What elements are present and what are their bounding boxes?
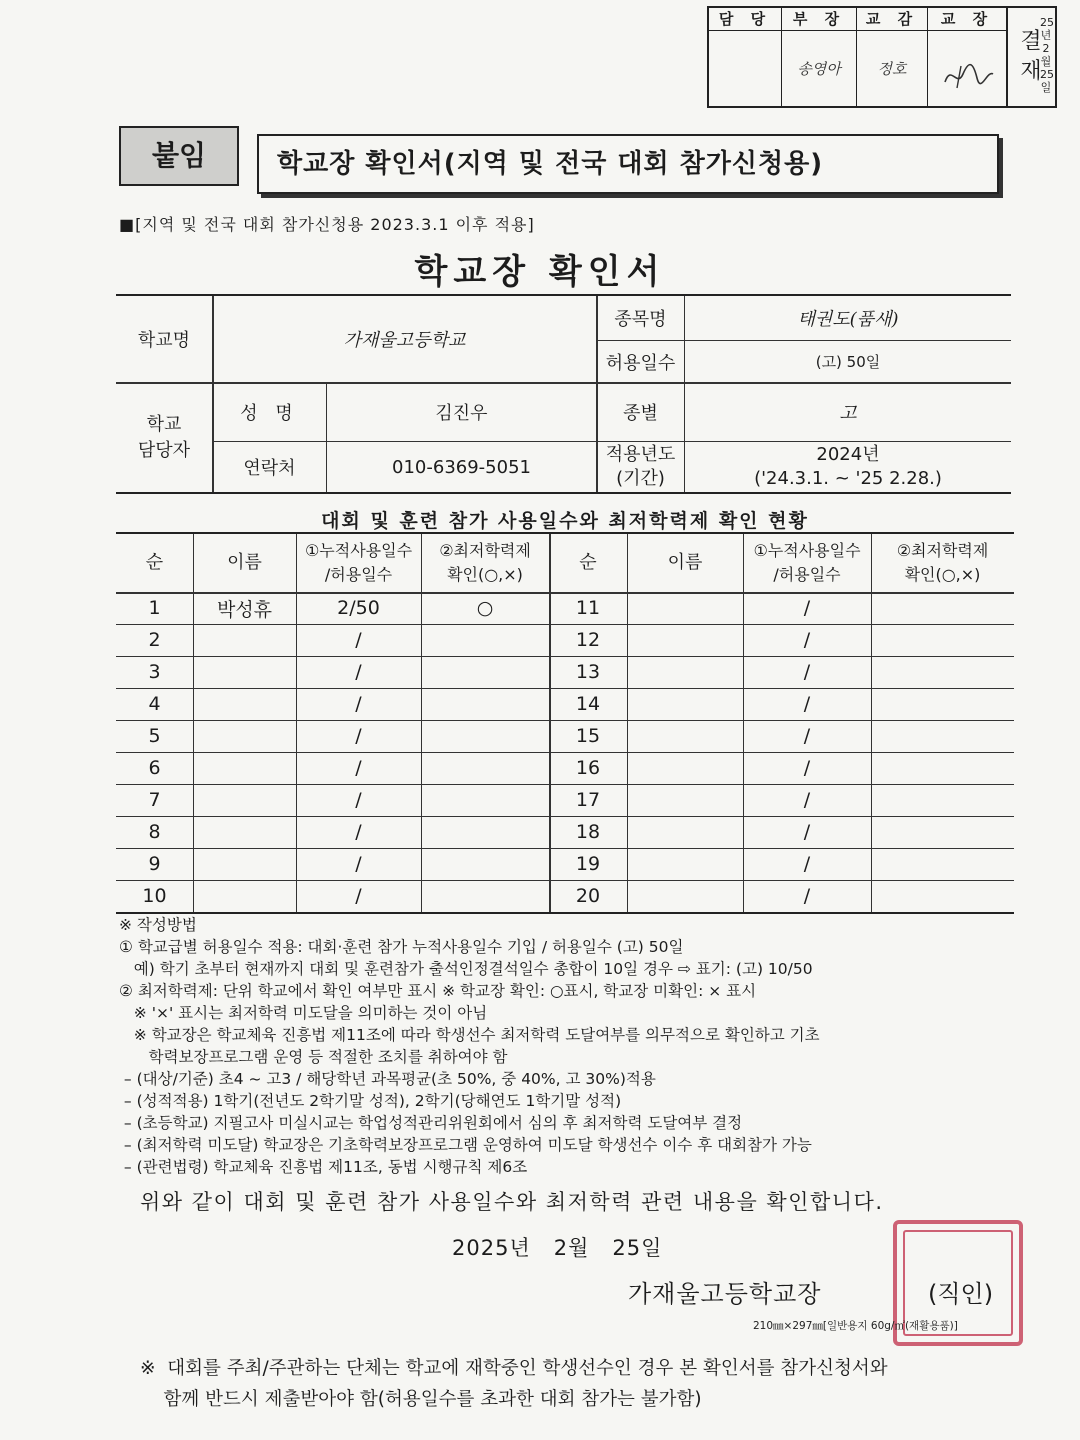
- table-cell-days: /: [803, 821, 811, 843]
- approval-col-principal: [928, 8, 1007, 106]
- table-cell-check: [871, 752, 1014, 784]
- note-line: – (초등학교) 지필고사 미실시교는 학업성적관리위원회에서 심의 후 최저학력 도달여부 결정: [119, 1114, 743, 1132]
- table-cell-days: /: [803, 661, 811, 683]
- year-value: 2024년: [816, 444, 880, 465]
- header-days: ①누적사용일수 /허용일수: [753, 541, 861, 584]
- table-cell-days: /: [355, 725, 362, 747]
- table-cell-check: [871, 624, 1014, 656]
- table-cell-name: [627, 688, 743, 720]
- seal-label: (직인): [928, 1280, 994, 1308]
- table-cell-no: 15: [575, 725, 601, 747]
- table-cell-no: 6: [148, 757, 161, 779]
- table-cell-check: [871, 880, 1014, 912]
- note-line: ※ '×' 표시는 최저학력 미도달을 의미하는 것이 아님: [119, 1004, 488, 1022]
- confirmation-text: 위와 같이 대회 및 훈련 참가 사용일수와 최저학력 관련 내용을 확인합니다.: [140, 1190, 884, 1214]
- approval-header: 담 당: [709, 8, 781, 31]
- table-cell-days: /: [803, 885, 811, 907]
- approval-signature: [709, 31, 781, 106]
- contact-label: 연락처: [243, 458, 296, 479]
- event-value: 태권도(품새): [797, 309, 899, 330]
- note-line: – (성적적용) 1학기(전년도 2학기말 성적), 2학기(당해연도 1학기말 성적): [119, 1092, 622, 1110]
- table-cell-days: /: [355, 853, 362, 875]
- table-cell-name: [627, 592, 743, 624]
- event-label: 종목명: [614, 309, 667, 330]
- approval-header: 교 장: [928, 8, 1006, 31]
- table-cell-name: [193, 848, 296, 880]
- type-value: 고: [839, 403, 857, 424]
- note-line: 예) 학기 초부터 현재까지 대회 및 훈련참가 출석인정결석일수 총합이 10일 경우 ⇨ 표기: (고) 10/50: [119, 960, 813, 978]
- footer-note: [140, 1353, 888, 1415]
- table-cell-no: 12: [575, 629, 601, 651]
- table-cell-check: ○: [476, 597, 494, 619]
- table-cell-no: 2: [148, 629, 161, 651]
- approval-col-staff: [709, 8, 782, 106]
- table-cell-days: /: [355, 757, 362, 779]
- allow-label: 허용일수: [605, 352, 676, 374]
- approval-date-note: 25년 2월 25일: [1040, 16, 1054, 94]
- instructions: [119, 914, 1019, 1178]
- approval-signature: 송영아: [797, 60, 841, 78]
- type-label: 종별: [623, 403, 658, 424]
- table-cell-no: 5: [148, 725, 161, 747]
- name-label: 성 명: [240, 403, 299, 424]
- table-cell-check: [871, 848, 1014, 880]
- table-cell-days: /: [803, 629, 811, 651]
- table-cell-name: [627, 816, 743, 848]
- table-cell-check: [421, 624, 549, 656]
- approval-col-vice: [857, 8, 928, 106]
- table-cell-name: [193, 784, 296, 816]
- approval-header: 교 감: [857, 8, 927, 31]
- table-cell-no: 8: [148, 821, 161, 843]
- school-value: 가재울고등학교: [343, 330, 466, 351]
- table-cell-no: 14: [575, 693, 601, 715]
- section-title: 대회 및 훈련 참가 사용일수와 최저학력제 확인 현황: [321, 510, 809, 532]
- table-cell-no: 4: [148, 693, 161, 715]
- table-cell-name: [627, 784, 743, 816]
- table-cell-no: 18: [575, 821, 601, 843]
- table-cell-name: [193, 880, 296, 912]
- note-line: 학력보장프로그램 운영 등 적절한 조치를 취하여야 함: [119, 1048, 508, 1066]
- table-cell-days: /: [803, 693, 811, 715]
- note-line: – (관련법령) 학교체육 진흥법 제11조, 동법 시행규칙 제6조: [119, 1158, 528, 1176]
- approval-col-head: [782, 8, 857, 106]
- table-cell-days: 2/50: [337, 597, 380, 619]
- manager-label: 학교 담당자: [137, 413, 191, 461]
- note-line: ※ 작성방법: [119, 916, 197, 934]
- table-cell-check: [421, 688, 549, 720]
- table-cell-name: 박성휴: [216, 598, 273, 621]
- document-title: 학교장 확인서: [414, 252, 666, 292]
- table-cell-name: [193, 752, 296, 784]
- table-cell-days: /: [803, 789, 811, 811]
- header-no: 순: [579, 552, 597, 573]
- approval-signature: [928, 31, 1006, 106]
- table-cell-days: /: [355, 885, 362, 907]
- header-name: 이름: [227, 552, 262, 573]
- table-cell-days: /: [355, 629, 362, 651]
- signature-mark-icon: [937, 44, 997, 94]
- note-line: ※ 학교장은 학교체육 진흥법 제11조에 따라 학생선수 최저학력 도달여부를 의무적으로 확인하고 기초: [119, 1026, 820, 1044]
- table-cell-days: /: [355, 789, 362, 811]
- table-cell-days: /: [803, 725, 811, 747]
- usage-table: [116, 532, 1014, 914]
- table-cell-name: [193, 656, 296, 688]
- info-table: [116, 294, 1011, 494]
- table-cell-name: [627, 880, 743, 912]
- header-days: ①누적사용일수 /허용일수: [304, 541, 413, 584]
- approval-box: [707, 6, 1057, 108]
- form-title: 학교장 확인서(지역 및 전국 대회 참가신청용): [257, 134, 999, 194]
- note-line: – (최저학력 미도달) 학교장은 기초학력보장프로그램 운영하여 미도달 학생선수 이수 후 대회참가 가능: [119, 1136, 812, 1154]
- table-cell-name: [627, 848, 743, 880]
- year-label: 적용년도 (기간): [605, 444, 676, 489]
- table-cell-no: 19: [575, 853, 601, 875]
- issue-date: 2025년 2월 25일: [452, 1236, 663, 1260]
- allow-value: (고) 50일: [815, 353, 881, 371]
- header-no: 순: [145, 552, 164, 573]
- school-label: 학교명: [137, 330, 191, 351]
- header-check: ②최저학력제 확인(○,×): [439, 541, 531, 584]
- approval-header: 부 장: [782, 8, 856, 31]
- header-check: ②최저학력제 확인(○,×): [896, 541, 989, 584]
- contact-value: 010-6369-5051: [392, 456, 531, 478]
- table-cell-name: [193, 816, 296, 848]
- period-value: ('24.3.1. ~ '25 2.28.): [754, 468, 942, 489]
- name-value: 김진우: [435, 403, 488, 424]
- note-line: ① 학교급별 허용일수 적용: 대회·훈련 참가 누적사용일수 기입 / 허용일수 (고) 50일: [119, 938, 684, 956]
- table-cell-no: 16: [575, 757, 601, 779]
- table-cell-check: [871, 656, 1014, 688]
- paper-spec: 210㎜×297㎜[일반용지 60g/㎡(재활용품)]: [753, 1320, 958, 1332]
- note-line: – (대상/기준) 초4 ~ 고3 / 해당학년 과목평균(초 50%, 중 40%, 고 30%)적용: [119, 1070, 656, 1088]
- year-cell: [685, 442, 1011, 492]
- table-cell-no: 20: [575, 885, 601, 907]
- table-cell-name: [193, 624, 296, 656]
- table-cell-check: [871, 720, 1014, 752]
- table-cell-no: 9: [148, 853, 161, 875]
- table-cell-name: [627, 656, 743, 688]
- table-cell-no: 13: [575, 661, 601, 683]
- table-cell-name: [627, 752, 743, 784]
- table-cell-days: /: [355, 821, 362, 843]
- table-cell-days: /: [355, 693, 362, 715]
- table-cell-no: 11: [575, 597, 601, 619]
- table-cell-days: /: [803, 597, 811, 619]
- principal-name: 가재울고등학교장: [628, 1280, 822, 1308]
- table-cell-days: /: [355, 661, 362, 683]
- table-cell-check: [421, 784, 549, 816]
- table-cell-check: [421, 880, 549, 912]
- table-cell-name: [193, 688, 296, 720]
- footer-line: ※ 대회를 주최/주관하는 단체는 학교에 재학중인 학생선수인 경우 본 확인서를 참가신청서와: [140, 1358, 888, 1379]
- table-cell-check: [421, 848, 549, 880]
- table-cell-check: [421, 816, 549, 848]
- table-cell-name: [193, 720, 296, 752]
- table-cell-no: 1: [148, 597, 161, 619]
- table-cell-name: [627, 720, 743, 752]
- table-cell-no: 10: [142, 885, 167, 907]
- table-cell-days: /: [803, 853, 811, 875]
- attachment-tag: 붙임: [119, 126, 239, 186]
- table-cell-check: [871, 784, 1014, 816]
- form-subtitle: ■[지역 및 전국 대회 참가신청용 2023.3.1 이후 적용]: [119, 215, 535, 234]
- final-label-char: 재: [1020, 59, 1042, 84]
- table-cell-check: [871, 816, 1014, 848]
- table-cell-check: [421, 720, 549, 752]
- footer-line: 함께 반드시 제출받아야 함(허용일수를 초과한 대회 참가는 불가함): [140, 1389, 702, 1410]
- note-line: ② 최저학력제: 단위 학교에서 확인 여부만 표시 ※ 학교장 확인: ○표시, 학교장 미확인: × 표시: [119, 982, 757, 1000]
- table-cell-no: 17: [575, 789, 601, 811]
- final-label-char: 결: [1020, 29, 1042, 54]
- table-cell-no: 7: [148, 789, 161, 811]
- table-cell-check: [871, 688, 1014, 720]
- table-cell-check: [421, 656, 549, 688]
- table-cell-days: /: [803, 757, 811, 779]
- table-cell-check: [871, 592, 1014, 624]
- approval-signature: 정호: [877, 60, 907, 78]
- table-cell-name: [627, 624, 743, 656]
- table-cell-check: [421, 752, 549, 784]
- table-cell-no: 3: [148, 661, 161, 683]
- header-name: 이름: [667, 552, 703, 573]
